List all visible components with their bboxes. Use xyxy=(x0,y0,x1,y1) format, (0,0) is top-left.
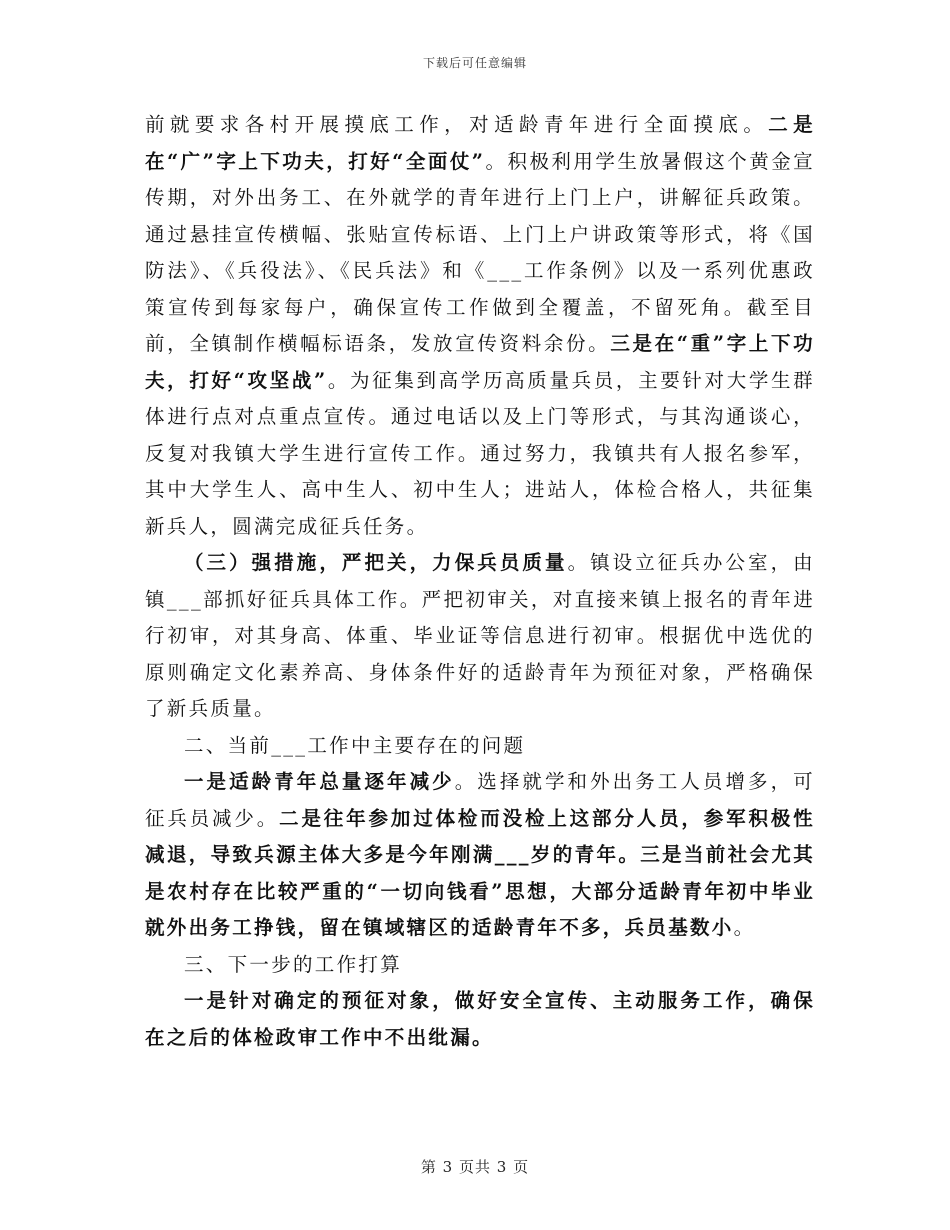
paragraph-2-run-1: （三）强措施，严把关，力保兵员质量 xyxy=(184,551,568,574)
paragraph-1-run-4: 三是在“重”字上下功夫，打好“攻坚战” xyxy=(145,332,815,392)
paragraph-4-run-1: 一是适龄青年总量逐年减少 xyxy=(184,770,455,793)
section-heading-2-text: 二、当前___工作中主要存在的问题 xyxy=(184,733,526,757)
section-heading-2 xyxy=(145,728,815,765)
paragraph-4 xyxy=(145,764,815,947)
page-header: 下载后可任意编辑 xyxy=(422,56,527,70)
paragraph-1-run-3: 。积极利用学生放暑假这个黄金宣传期，对外出务工、在外就学的青年进行上门上户，讲解征兵政策。通过悬挂宣传横幅、张贴宣传标语、上门上户讲政策等形式，将《国防法》、《兵役法》、《民兵法》和《___工作条例》以及一系列优惠政策宣传到每家每户，确保宣传工作做到全覆盖，不留死角。截至目前，全镇制作横幅标语条，发放宣传资料余份。 xyxy=(145,149,815,355)
paragraph-1-run-2: 二是在“广”字上下功夫，打好“全面仗” xyxy=(145,113,815,173)
paragraph-2 xyxy=(145,545,815,728)
document-body xyxy=(145,107,815,1056)
paragraph-1-run-5: 。为征集到高学历高质量兵员，主要针对大学生群体进行点对点重点宣传。通过电话以及上门等形式，与其沟通谈心，反复对我镇大学生进行宣传工作。通过努力，我镇共有人报名参军，其中大学生人、高中生人、初中生人；进站人，体检合格人，共征集新兵人，圆满完成征兵任务。 xyxy=(145,368,815,538)
paragraph-1-run-1: 前就要求各村开展摸底工作，对适龄青年进行全面摸底。 xyxy=(145,113,769,136)
paragraph-2-run-2: 。镇设立征兵办公室，由镇___部抓好征兵具体工作。严把初审关，对直接来镇上报名的青年进行初审，对其身高、体重、毕业证等信息进行初审。根据优中选优的原则确定文化素养高、身体条件好的适龄青年为预征对象，严格确保了新兵质量。 xyxy=(145,551,815,720)
section-heading-3-text: 三、下一步的工作打算 xyxy=(184,952,403,976)
page-footer: 第 3 页共 3 页 xyxy=(420,1158,530,1176)
paragraph-1 xyxy=(145,107,815,545)
section-heading-3 xyxy=(145,947,815,984)
paragraph-6 xyxy=(145,983,815,1056)
paragraph-4-run-2: 。选择就学和外出务工人员增多，可征兵员减少。 xyxy=(145,770,815,830)
paragraph-4-run-4: 。 xyxy=(733,916,756,939)
paragraph-6-run-1: 一是针对确定的预征对象，做好安全宣传、主动服务工作，确保在之后的体检政审工作中不出纰漏。 xyxy=(145,989,815,1049)
paragraph-4-run-3: 二是往年参加过体检而没检上这部分人员，参军积极性减退，导致兵源主体大多是今年刚满___岁的青年。三是当前社会尤其是农村存在比较严重的“一切向钱看”思想，大部分适龄青年初中毕业就外出务工挣钱，留在镇域辖区的适龄青年不多，兵员基数小 xyxy=(145,806,815,939)
